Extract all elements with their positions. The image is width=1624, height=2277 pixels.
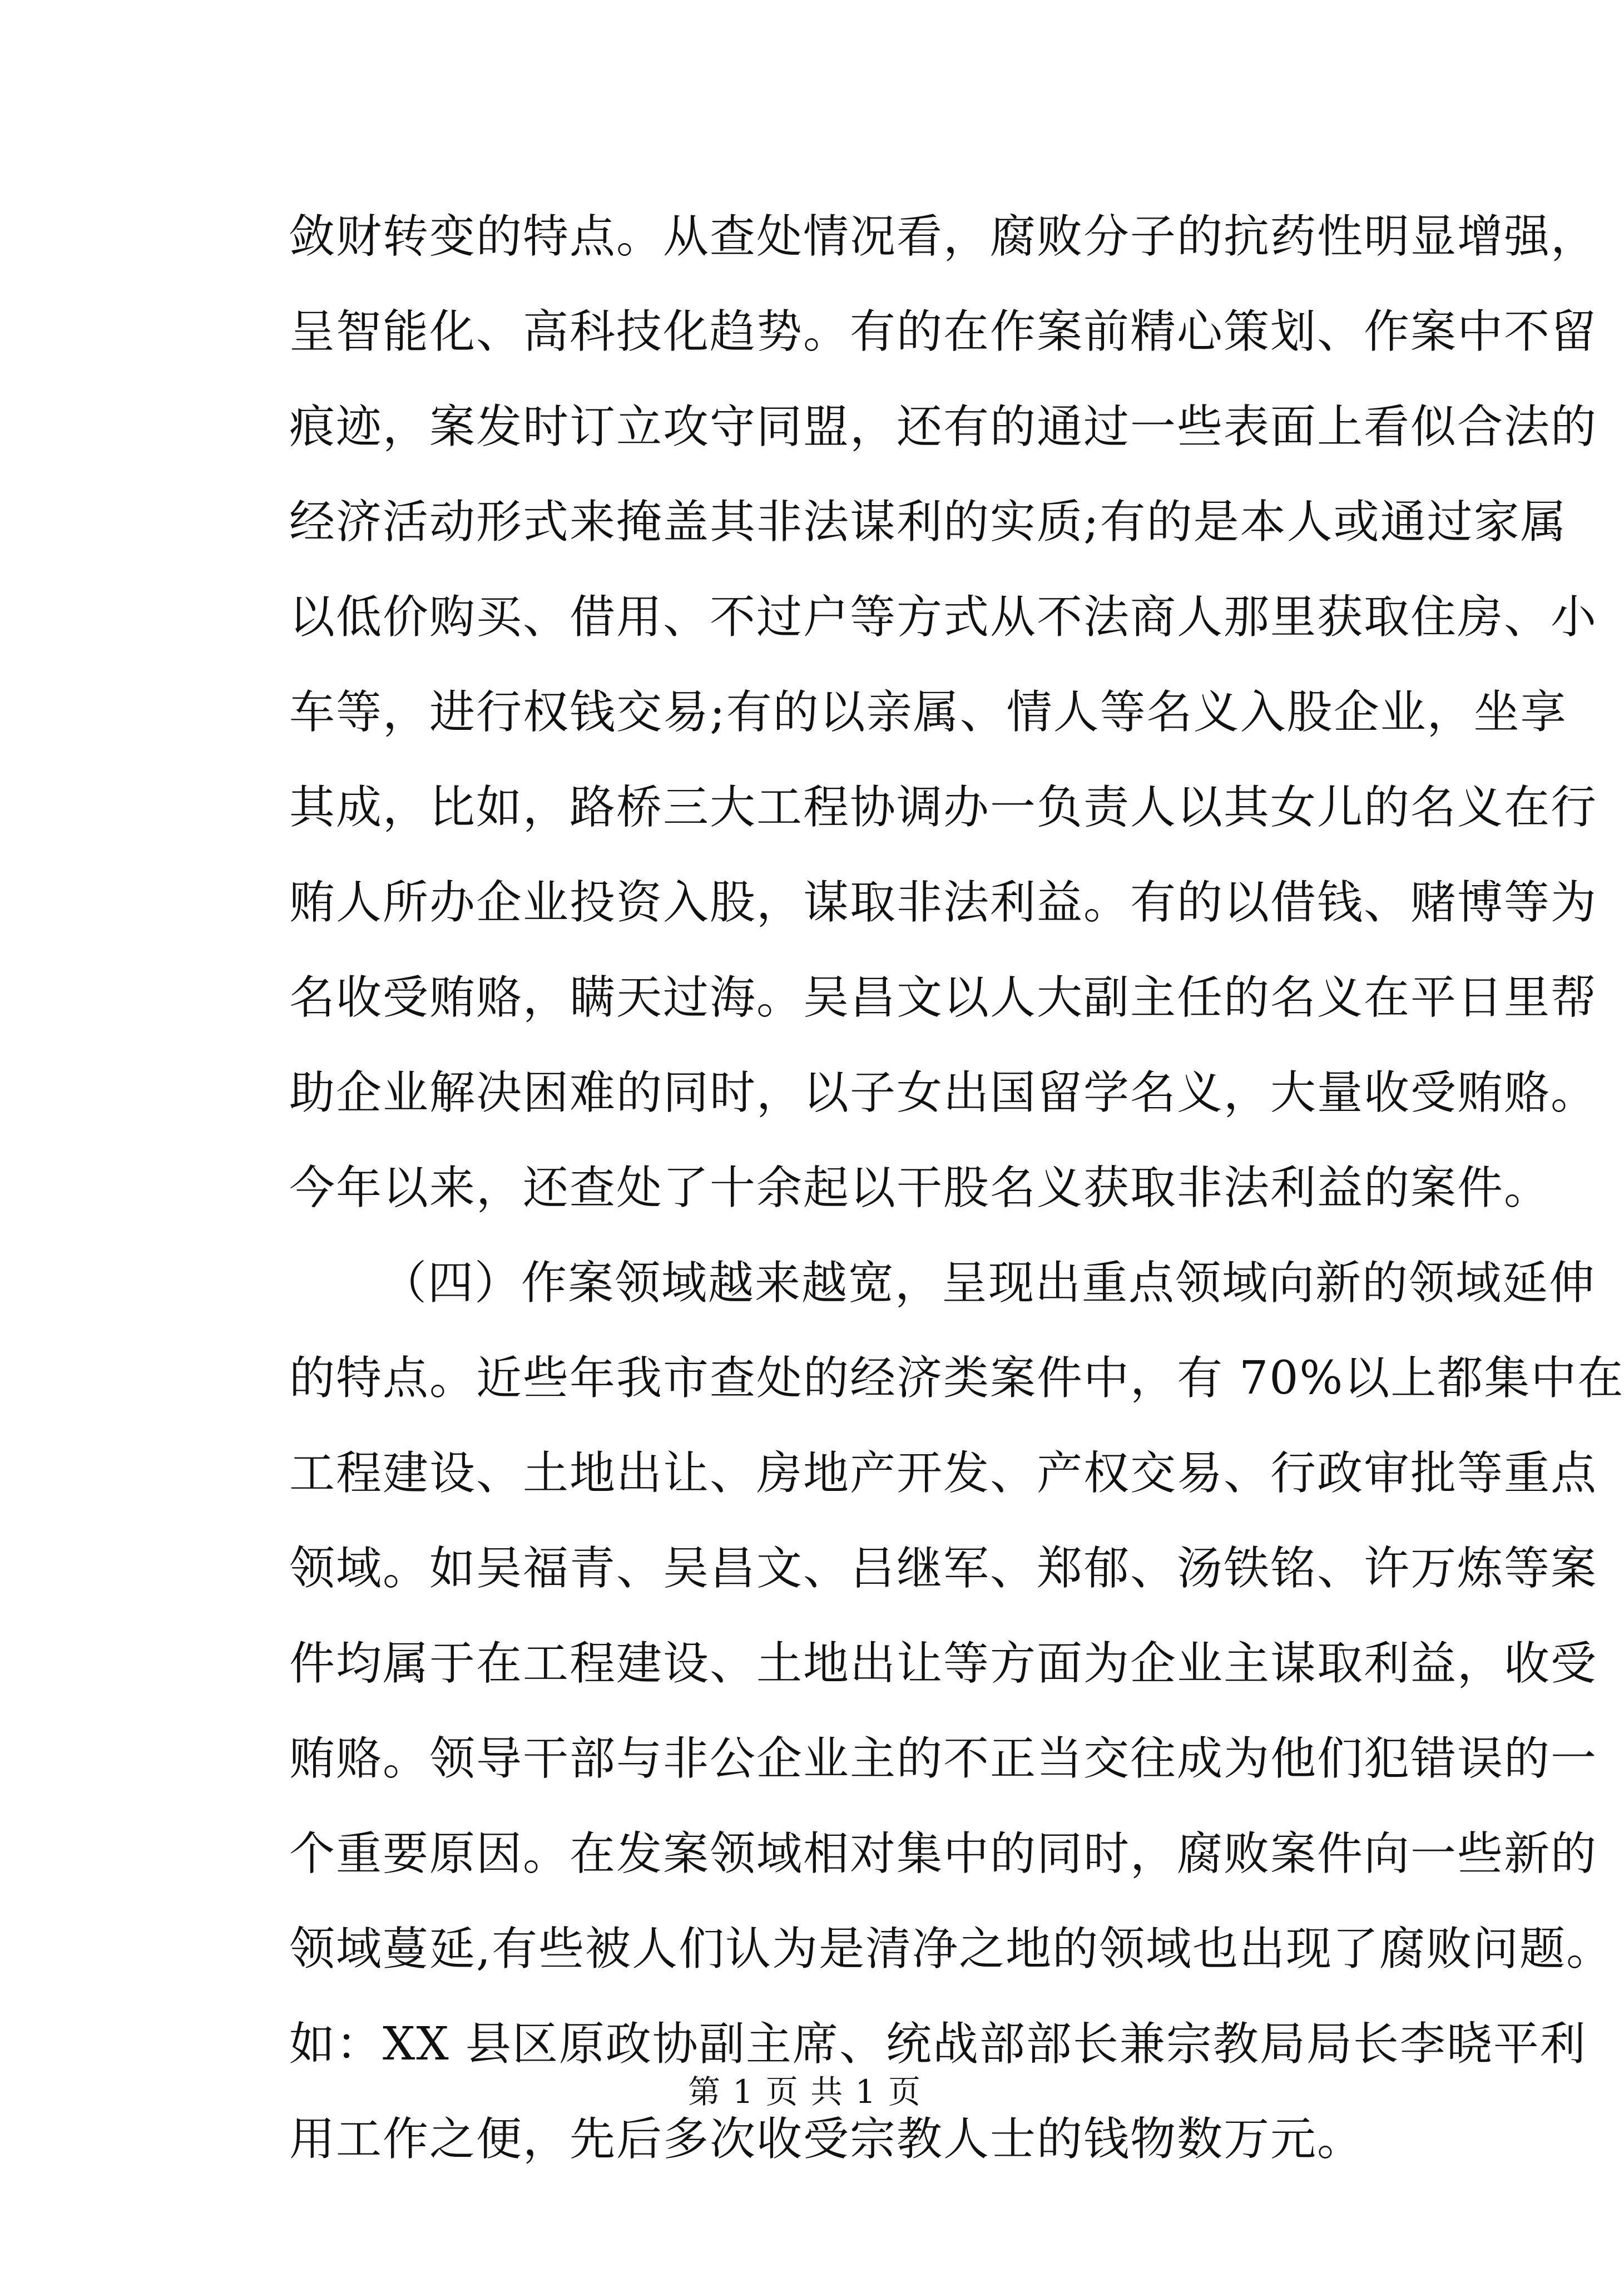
page-footer: 第 1 页 共 1 页 [688,2073,922,2111]
text-line: 以低价购买、借用、不过户等方式从不法商人那里获取住房、小 [289,591,1598,644]
text-line: 个重要原因。在发案领域相对集中的同时，腐败案件向一些新的 [289,1827,1598,1880]
body-text [289,189,1624,2187]
text-line: 名收受贿赂，瞒天过海。吴昌文以人大副主任的名义在平日里帮 [289,971,1598,1024]
text-line: 今年以来，还查处了十余起以干股名义获取非法利益的案件。 [289,1162,1551,1214]
text-line: 车等，进行权钱交易;有的以亲属、情人等名义入股企业，坐享 [289,686,1567,739]
text-line: 助企业解决困难的同时，以子女出国留学名义，大量收受贿赂。 [289,1066,1598,1119]
text-line: 敛财转变的特点。从查处情况看，腐败分子的抗药性明显增强， [289,210,1598,263]
text-line: 呈智能化、高科技化趋势。有的在作案前精心策划、作案中不留 [289,305,1598,358]
text-line: 领域。如吴福青、吴昌文、吕继军、郑郁、汤铁铭、许万炼等案 [289,1542,1598,1595]
text-line: 件均属于在工程建设、土地出让等方面为企业主谋取利益，收受 [289,1637,1598,1690]
text-line: 经济活动形式来掩盖其非法谋利的实质;有的是本人或通过家属 [289,496,1567,549]
text-line: 的特点。近些年我市查处的经济类案件中，有 70%以上都集中在 [289,1352,1624,1405]
text-line: 痕迹，案发时订立攻守同盟，还有的通过一些表面上看似合法的 [289,401,1598,453]
text-line: 工程建设、土地出让、房地产开发、产权交易、行政审批等重点 [289,1447,1598,1500]
text-line: 领域蔓延,有些被人们认为是清净之地的领域也出现了腐败问题。 [289,1923,1613,1975]
text-line: 贿人所办企业投资入股，谋取非法利益。有的以借钱、赌博等为 [289,876,1598,929]
text-line: 用工作之便，先后多次收受宗教人士的钱物数万元。 [289,2113,1364,2166]
section-heading-line: （四）作案领域越来越宽，呈现出重点领域向新的领域延伸 [381,1257,1596,1310]
text-line: 其成，比如，路桥三大工程协调办一负责人以其女儿的名义在行 [289,781,1598,834]
text-line: 如：XX 县区原政协副主席、统战部部长兼宗教局局长李晓平利 [289,2018,1587,2071]
text-line: 贿赂。领导干部与非公企业主的不正当交往成为他们犯错误的一 [289,1732,1598,1785]
